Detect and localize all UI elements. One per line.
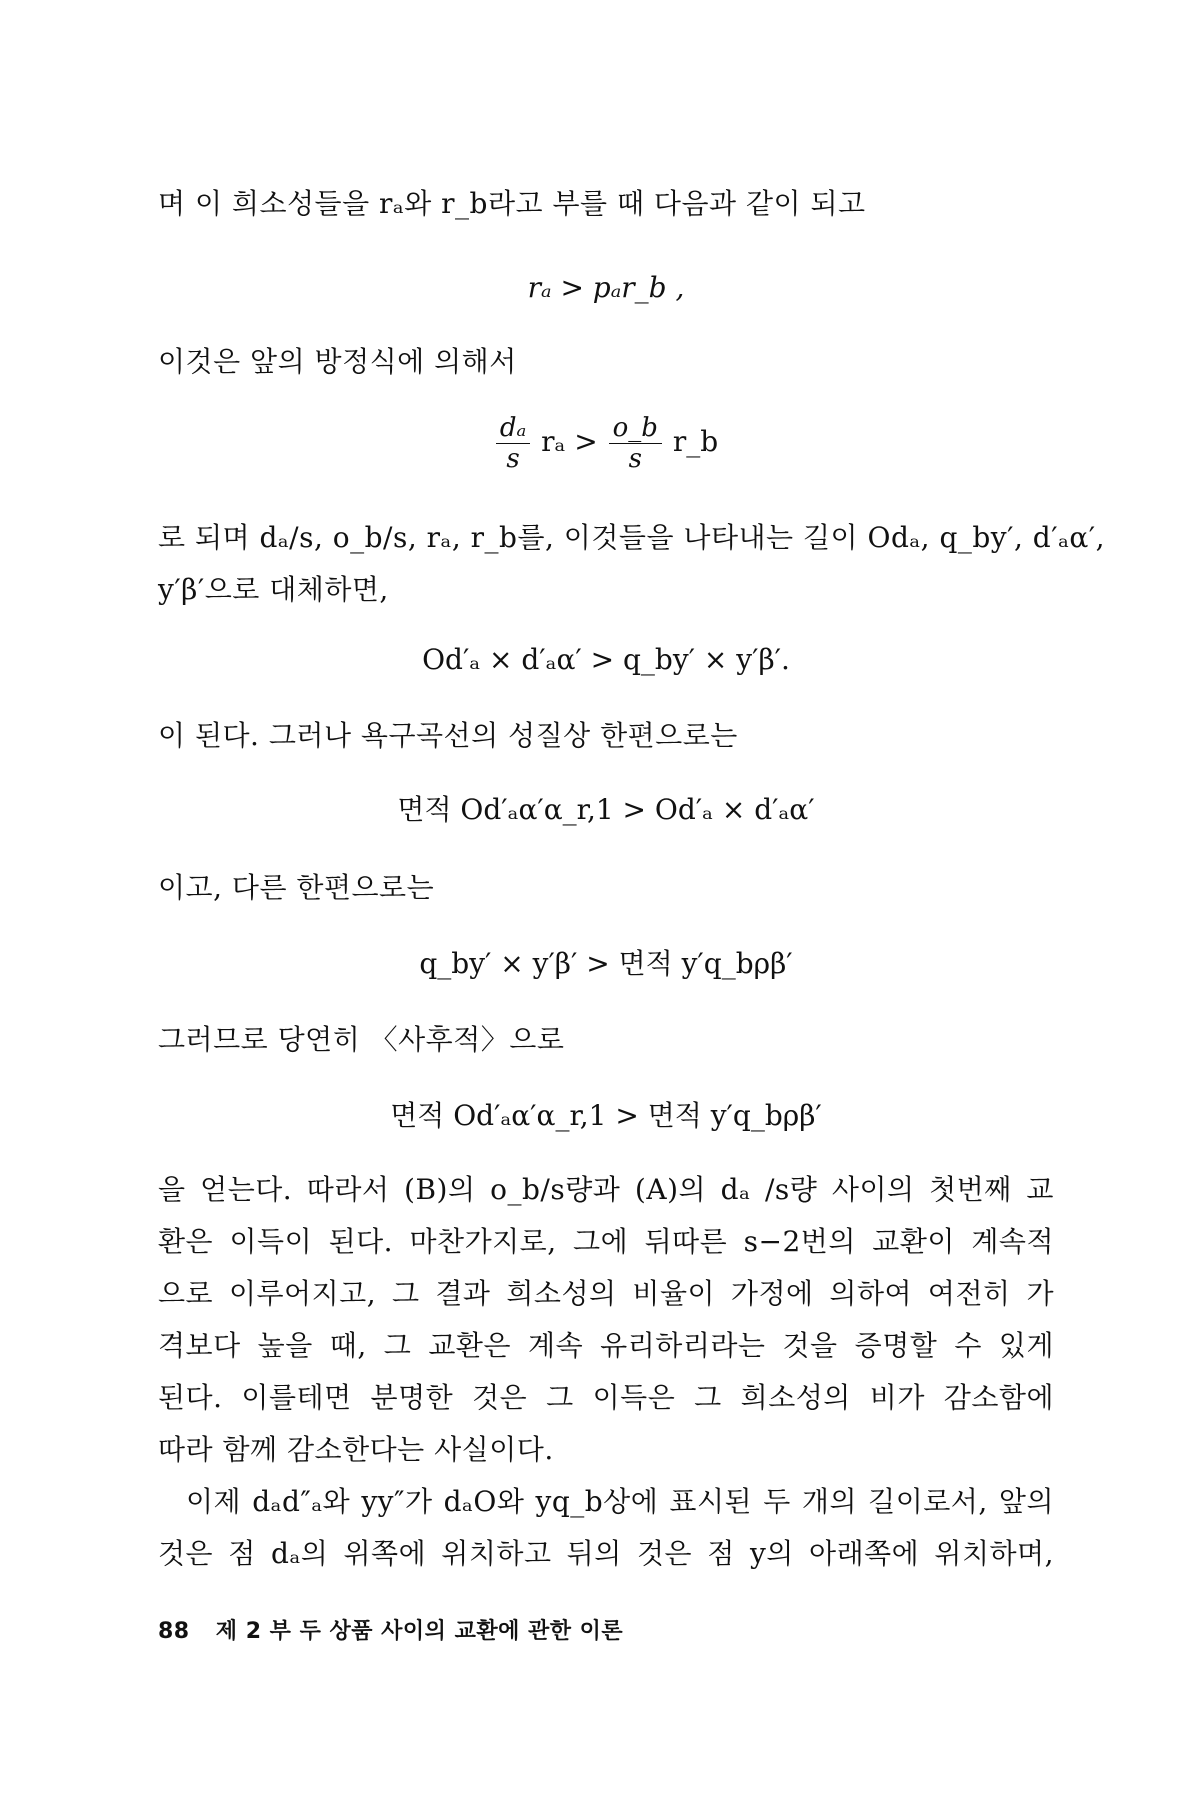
text-line: 이제 dₐd″ₐ와 yy″가 dₐO와 yq_b상에 표시된 두 개의 길이로서, 앞의: [186, 1485, 1054, 1518]
running-head: 제 2 부 두 상품 사이의 교환에 관한 이론: [215, 1619, 624, 1644]
page-number: 88: [158, 1619, 190, 1644]
text-line: 을 얻는다. 따라서 (B)의 o_b/s량과 (A)의 dₐ /s량 사이의 첫번째 교: [158, 1173, 1054, 1206]
text-line: 환은 이득이 된다. 마찬가지로, 그에 뒤따른 s−2번의 교환이 계속적: [158, 1225, 1054, 1258]
text-line: 그러므로 당연히 〈사후적〉으로: [158, 1023, 565, 1056]
text-line: 로 되며 dₐ/s, o_b/s, rₐ, r_b를, 이것들을 나타내는 길이 Odₐ, q_by′, d′ₐα′,: [158, 521, 1106, 554]
equation-1: rₐ > pₐr_b ,: [527, 271, 685, 304]
fraction-numerator: o_b: [609, 413, 662, 444]
equation-3: Od′ₐ × d′ₐα′ > q_by′ × y′β′.: [422, 643, 790, 676]
text-line: 된다. 이를테면 분명한 것은 그 이득은 그 희소성의 비가 감소함에: [158, 1381, 1054, 1414]
text-line: 이것은 앞의 방정식에 의해서: [158, 345, 517, 378]
equation-5: q_by′ × y′β′ > 면적 y′q_bρβ′: [419, 947, 793, 980]
text-line: 이 된다. 그러나 욕구곡선의 성질상 한편으로는: [158, 719, 738, 752]
text-line: 따라 함께 감소한다는 사실이다.: [158, 1433, 554, 1466]
text-line: 이고, 다른 한편으로는: [158, 871, 435, 904]
equation-6: 면적 Od′ₐα′α_r,1 > 면적 y′q_bρβ′: [390, 1099, 822, 1132]
text-line: 으로 이루어지고, 그 결과 희소성의 비율이 가정에 의하여 여전히 가: [158, 1277, 1054, 1310]
page-footer: [158, 1614, 623, 1645]
equation-4: 면적 Od′ₐα′α_r,1 > Od′ₐ × d′ₐα′: [397, 793, 815, 826]
text-line: y′β′으로 대체하면,: [158, 573, 389, 606]
fraction-denominator: s: [628, 444, 642, 474]
equation-term: rₐ >: [541, 425, 598, 458]
text-line: 것은 점 dₐ의 위쪽에 위치하고 뒤의 것은 점 y의 아래쪽에 위치하며,: [158, 1537, 1054, 1570]
fraction-denominator: s: [506, 444, 520, 474]
fraction: [496, 413, 530, 474]
equation-2: [158, 412, 1054, 474]
text-line: 며 이 희소성들을 rₐ와 r_b라고 부를 때 다음과 같이 되고: [158, 187, 866, 220]
equation-term: r_b: [672, 425, 719, 458]
fraction-numerator: dₐ: [496, 413, 530, 444]
text-line: 격보다 높을 때, 그 교환은 계속 유리하리라는 것을 증명할 수 있게: [158, 1329, 1054, 1362]
fraction: [609, 413, 662, 474]
